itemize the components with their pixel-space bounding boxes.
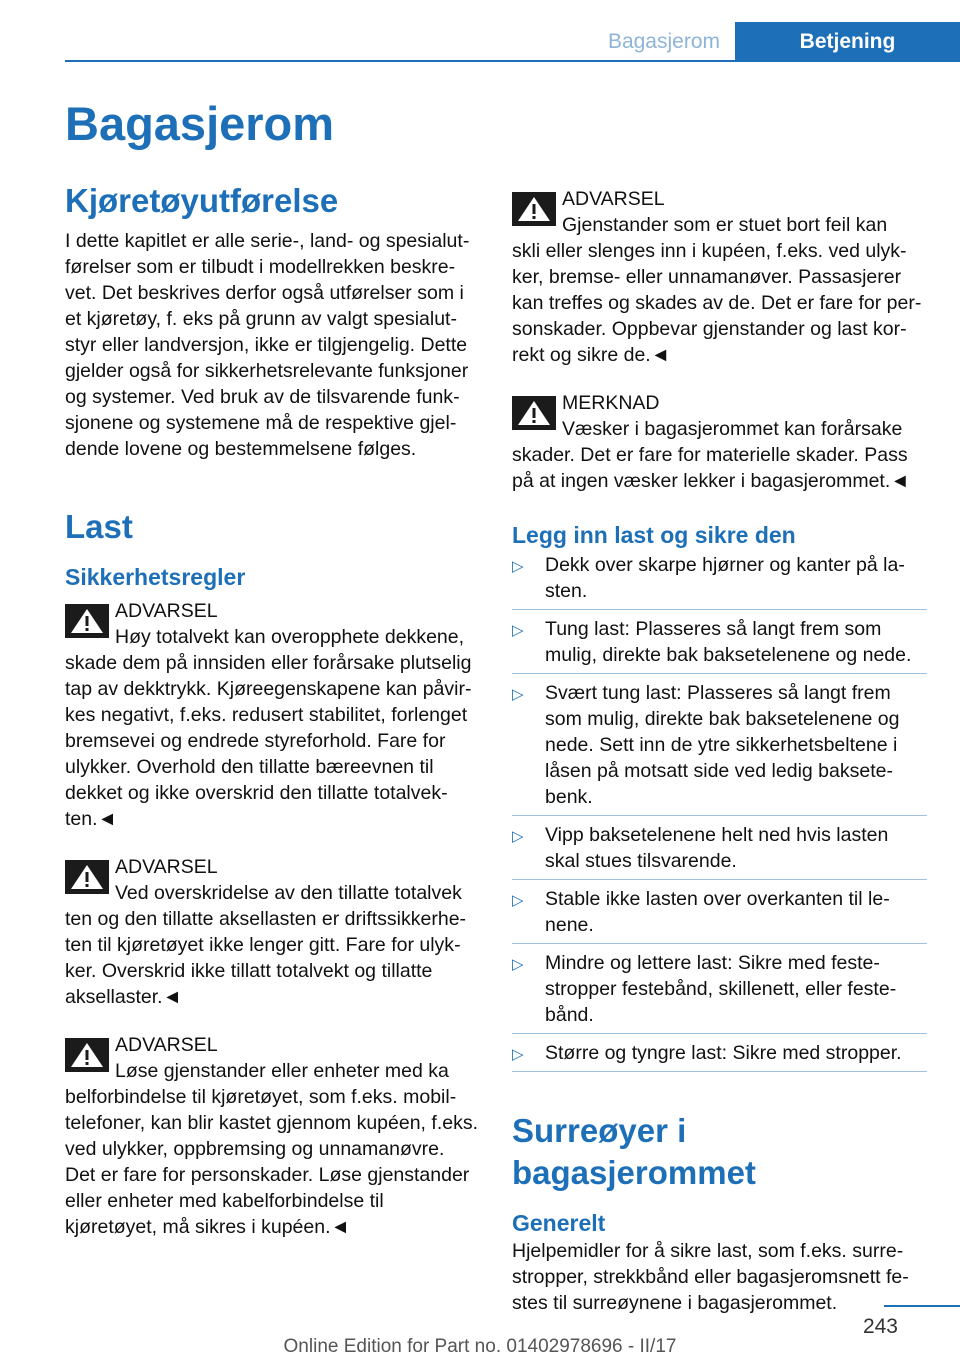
list-item [512, 674, 927, 816]
warning-block [65, 1032, 480, 1240]
page-title: Bagasjerom [65, 97, 335, 150]
warning-title: ADVARSEL [115, 600, 218, 622]
list-item-text: Mindre og lettere last: Sikre med festestropper festebånd, skillenett, eller festebånd. [545, 952, 897, 1026]
warning-icon [65, 1038, 109, 1072]
list-item-text: Vipp baksetelenene helt ned hvis lasten skal stues tilsvarende. [545, 824, 889, 872]
warning-first-line: Høy totalvekt kan overopphete dekkene, [115, 626, 465, 648]
warning-first-line: Væsker i bagasjerommet kan forårsake [562, 418, 903, 440]
heading-safety-rules: Sikkerhetsregler [65, 564, 246, 590]
warning-block [65, 854, 480, 1010]
warning-title: ADVARSEL [115, 1034, 218, 1056]
warning-icon [65, 860, 109, 894]
warning-first-line: Gjenstander som er stuet bort feil kan [562, 214, 888, 236]
edition-footer: Online Edition for Part no. 01402978696 - II/17 [283, 1336, 677, 1357]
header-rule [65, 60, 960, 62]
list-item [512, 944, 927, 1034]
warning-title: MERKNAD [562, 392, 660, 414]
list-item [512, 552, 927, 610]
list-item-text: Tung last: Plasseres så langt frem som mulig, direkte bak baksetelenene og nede. [545, 618, 912, 666]
heading-general: Generelt [512, 1210, 606, 1236]
heading-load-and-secure: Legg inn last og sikre den [512, 522, 796, 548]
page-number: 243 [862, 1315, 898, 1338]
warning-block [512, 390, 927, 494]
list-item [512, 880, 927, 944]
list-item [512, 610, 927, 674]
general-paragraph: Hjelpemidler for å sikre last, som f.eks. surrestropper, strekkbånd eller bagasjeromsnett festes til surreøynene i bagasjerommet. [512, 1240, 909, 1314]
list-item-text: Større og tyngre last: Sikre med stropper. [545, 1042, 902, 1064]
load-bullet-list [512, 552, 927, 1072]
header-chapter-tab: Betjening [735, 22, 960, 62]
heading-variant: Kjøretøyutførelse [65, 182, 339, 219]
variant-paragraph: I dette kapitlet er alle serie-, land- og spesialutførelser som er tilbudt i modellrekken beskrevet. Det beskrives derfor også utførelser som i et kjøretøy, f. eks på grunn av valgt spesialutstyr eller landversjon, ikke er tilgjengelig. Dette gjelder også for sikkerhetsrelevante funksjoner og systemer. Ved bruk av de tilsvarende funksjonene og systemene må de respektive gjeldende lovene og bestemmelsene følges. [65, 230, 470, 460]
warning-title: ADVARSEL [115, 856, 218, 878]
heading-lashing-eyes: Surreøyer i bagasjerommet [512, 1112, 756, 1191]
list-item [512, 816, 927, 880]
warning-first-line: Ved overskridelse av den tillatte totalvek [115, 882, 462, 904]
bullet-triangle-icon: ▷ [512, 892, 524, 909]
warning-block [65, 598, 480, 832]
warning-title: ADVARSEL [562, 188, 665, 210]
warning-body: belforbindelse til kjøretøyet, som f.eks. mobiltelefoner, kan blir kastet gjennom kupéen, f.eks. ved ulykker, oppbremsing og unnamanøvre. Det er fare for personskader. Løse gjenstander eller enheter med kabelforbindelse til kjøretøyet, må sikres i kupéen.◄ [65, 1086, 478, 1238]
warning-icon [512, 396, 556, 430]
header-section-label: Bagasjerom [607, 30, 720, 53]
left-column [65, 180, 480, 1262]
warning-icon [65, 604, 109, 638]
heading-last: Last [65, 508, 133, 545]
bullet-triangle-icon: ▷ [512, 828, 524, 845]
page-header [0, 0, 960, 62]
warning-first-line: Løse gjenstander eller enheter med ka [115, 1060, 449, 1082]
list-item-text: Dekk over skarpe hjørner og kanter på lasten. [545, 554, 905, 602]
warning-body: skader. Det er fare for materielle skader. Pass på at ingen væsker lekker i bagasjerommet.◄ [512, 444, 910, 492]
warning-body: skli eller slenges inn i kupéen, f.eks. ved ulykker, bremse- eller unnamanøver. Passasjerer kan treffes og skades av de. Det er fare for personskader. Oppbevar gjenstander og last korrekt og sikre de.◄ [512, 240, 922, 366]
bullet-triangle-icon: ▷ [512, 956, 524, 973]
footer-rule [884, 1305, 960, 1307]
bullet-triangle-icon: ▷ [512, 622, 524, 639]
list-item-text: Svært tung last: Plasseres så langt frem som mulig, direkte bak baksetelenene og nede. Sett inn de ytre sikkerhetsbeltene i låsen på motsatt side ved ledig baksetebenk. [545, 682, 900, 808]
bullet-triangle-icon: ▷ [512, 686, 524, 703]
bullet-triangle-icon: ▷ [512, 1046, 524, 1063]
warning-block [512, 186, 927, 368]
bullet-triangle-icon: ▷ [512, 558, 524, 575]
warning-body: skade dem på innsiden eller forårsake plutselig tap av dekktrykk. Kjøreegenskapene kan påvirkes negativt, f.eks. redusert stabilitet, forlenget bremsevei og endrede styreforhold. Fare for ulykker. Overhold den tillatte bæreevnen til dekket og ikke overskrid den tillatte totalvekten.◄ [65, 652, 472, 830]
list-item-text: Stable ikke lasten over overkanten til lenene. [545, 888, 890, 936]
list-item [512, 1034, 927, 1072]
warning-icon [512, 192, 556, 226]
warning-body: ten og den tillatte aksellasten er driftssikkerheten til kjøretøyet ikke lenger gitt. Fare for ulykker. Overskrid ikke tillatt totalvekt og tillatte aksellaster.◄ [65, 908, 467, 1008]
right-column [512, 186, 927, 1316]
